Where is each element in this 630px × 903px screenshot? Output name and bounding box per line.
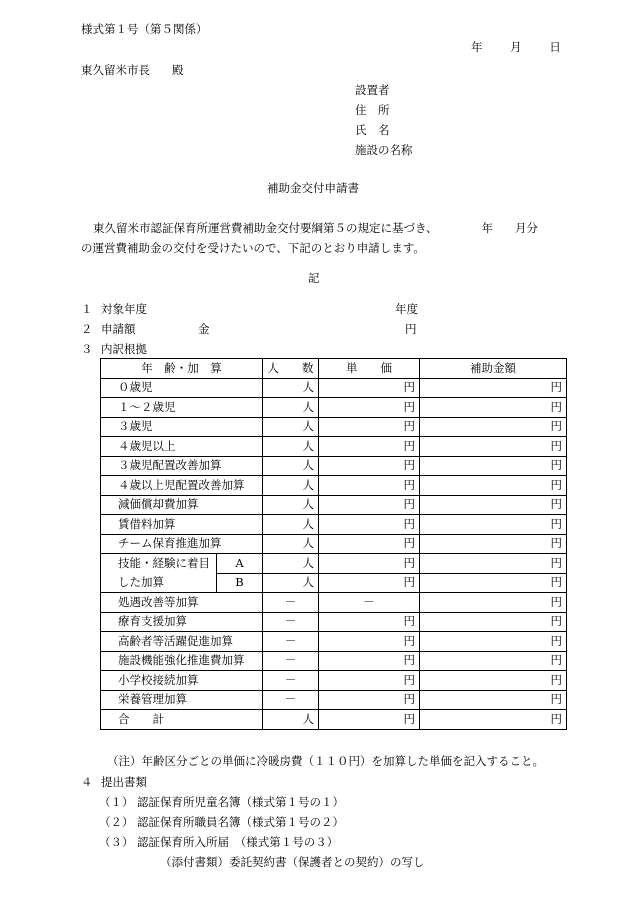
applicant-facility: 施設の名称 — [355, 143, 413, 157]
row-price[interactable]: 円 — [319, 612, 420, 632]
table-row — [101, 378, 567, 398]
item-4-number: ４ — [81, 775, 93, 789]
row-amount[interactable]: 円 — [420, 417, 567, 437]
row-label: ４歳児以上 — [101, 437, 263, 457]
table-row — [101, 515, 567, 535]
row-count[interactable]: 人 — [263, 378, 319, 398]
row-price[interactable]: 円 — [319, 573, 420, 593]
row-price[interactable]: 円 — [319, 495, 420, 515]
date-month: 月 — [510, 40, 522, 54]
row-price[interactable]: 円 — [319, 398, 420, 418]
row-price[interactable]: 円 — [319, 534, 420, 554]
table-row — [101, 632, 567, 652]
table-row — [101, 456, 567, 476]
header-unit-price: 単 価 — [319, 359, 420, 379]
row-count[interactable]: 人 — [263, 554, 319, 574]
row-price[interactable]: 円 — [319, 456, 420, 476]
row-amount[interactable]: 円 — [420, 534, 567, 554]
honorific: 殿 — [172, 63, 184, 77]
table-row-total — [101, 710, 567, 730]
item-1-label: 対象年度 — [101, 302, 147, 316]
row-label: 賃借料加算 — [101, 515, 263, 535]
item-1-unit: 年度 — [395, 302, 418, 316]
document-title: 補助金交付申請書 — [267, 181, 359, 195]
doc-1-text: 認証保育所児童名簿（様式第１号の１） — [137, 795, 344, 809]
body-line-1-year: 年 — [481, 221, 494, 235]
row-label: 減価償却費加算 — [101, 495, 263, 515]
row-price[interactable]: 円 — [319, 671, 420, 691]
body-line-2: の運営費補助金の交付を受けたいので、下記のとおり申請します。 — [81, 241, 425, 255]
doc-3-number: （３） — [99, 835, 134, 849]
total-amount[interactable]: 円 — [420, 710, 567, 730]
row-count[interactable]: 人 — [263, 515, 319, 535]
header-age-addition: 年 齢・加 算 — [101, 359, 263, 379]
row-count[interactable]: 人 — [263, 476, 319, 496]
row-count: － — [263, 612, 319, 632]
row-amount[interactable]: 円 — [420, 456, 567, 476]
item-1 — [81, 302, 147, 316]
ki-heading: 記 — [308, 271, 320, 285]
row-amount[interactable]: 円 — [420, 378, 567, 398]
date-field — [471, 42, 561, 54]
table-row — [101, 476, 567, 496]
skill-label-line-1: 技能・経験に着目 — [101, 554, 217, 574]
table-row — [101, 437, 567, 457]
total-price[interactable]: 円 — [319, 710, 420, 730]
submission-doc-1 — [99, 797, 344, 809]
table-row-skill-a — [101, 554, 567, 574]
row-label: 施設機能強化推進費加算 — [101, 651, 263, 671]
date-day: 日 — [549, 40, 561, 54]
row-label: １～２歳児 — [101, 398, 263, 418]
skill-sub-a: A — [217, 554, 263, 574]
row-count[interactable]: 人 — [263, 456, 319, 476]
row-label: チーム保育推進加算 — [101, 534, 263, 554]
row-price[interactable]: 円 — [319, 632, 420, 652]
row-price[interactable]: 円 — [319, 651, 420, 671]
table-row — [101, 690, 567, 710]
row-label: 小学校接続加算 — [101, 671, 263, 691]
table-row-skill-b — [101, 573, 567, 593]
row-price[interactable]: 円 — [319, 515, 420, 535]
header-count: 人 数 — [263, 359, 319, 379]
doc-3-text: 認証保育所入所届 （様式第１号の３） — [137, 835, 339, 849]
item-1-number: １ — [81, 302, 93, 316]
table-row — [101, 612, 567, 632]
row-label: 療育支援加算 — [101, 612, 263, 632]
item-4 — [81, 775, 147, 789]
table-row — [101, 651, 567, 671]
row-count[interactable]: 人 — [263, 534, 319, 554]
doc-1-number: （１） — [99, 795, 134, 809]
table-row — [101, 417, 567, 437]
applicant-name: 氏 名 — [355, 123, 390, 137]
row-amount[interactable]: 円 — [420, 573, 567, 593]
row-amount[interactable]: 円 — [420, 554, 567, 574]
row-label: ４歳以上児配置改善加算 — [101, 476, 263, 496]
item-2 — [81, 322, 136, 336]
body-line-1-text: 東久留米市認証保育所運営費補助金交付要綱第５の規定に基づき、 — [93, 221, 438, 235]
header-subsidy-amount: 補助金額 — [420, 359, 567, 379]
row-amount[interactable]: 円 — [420, 476, 567, 496]
row-count[interactable]: 人 — [263, 398, 319, 418]
table-row — [101, 398, 567, 418]
skill-sub-b: B — [217, 573, 263, 593]
row-price: － — [319, 593, 420, 613]
row-amount[interactable]: 円 — [420, 651, 567, 671]
table-row — [101, 495, 567, 515]
row-amount[interactable]: 円 — [420, 398, 567, 418]
attachment-note: （添付書類）委託契約書（保護者との契約）の写し — [160, 855, 425, 869]
item-3 — [81, 342, 147, 356]
applicant-installer: 設置者 — [355, 83, 390, 97]
body-line-1 — [93, 223, 538, 235]
row-label: 処遇改善等加算 — [101, 593, 263, 613]
item-2-unit: 円 — [405, 322, 417, 336]
doc-2-text: 認証保育所職員名簿（様式第１号の２） — [137, 815, 344, 829]
form-number: 様式第１号（第５関係） — [81, 22, 208, 36]
row-price[interactable]: 円 — [319, 417, 420, 437]
item-3-label: 内訳根拠 — [101, 342, 147, 356]
item-3-number: ３ — [81, 342, 93, 356]
row-price[interactable]: 円 — [319, 690, 420, 710]
total-label: 合 計 — [101, 710, 263, 730]
table-row — [101, 593, 567, 613]
table-row — [101, 671, 567, 691]
row-count: － — [263, 690, 319, 710]
row-label: ０歳児 — [101, 378, 263, 398]
submission-doc-2 — [99, 817, 344, 829]
row-count[interactable]: 人 — [263, 495, 319, 515]
row-amount[interactable]: 円 — [420, 690, 567, 710]
row-label: ３歳児 — [101, 417, 263, 437]
row-count[interactable]: 人 — [263, 573, 319, 593]
date-year: 年 — [471, 40, 483, 54]
row-count: － — [263, 593, 319, 613]
row-label: ３歳児配置改善加算 — [101, 456, 263, 476]
total-count[interactable]: 人 — [263, 710, 319, 730]
row-amount[interactable]: 円 — [420, 515, 567, 535]
addressee-name: 東久留米市長 — [81, 63, 150, 77]
row-amount[interactable]: 円 — [420, 612, 567, 632]
skill-label-line-2: した加算 — [101, 573, 217, 593]
addressee — [81, 65, 184, 77]
row-amount[interactable]: 円 — [420, 671, 567, 691]
row-amount[interactable]: 円 — [420, 437, 567, 457]
row-count[interactable]: 人 — [263, 437, 319, 457]
applicant-address: 住 所 — [355, 103, 390, 117]
table-row — [101, 534, 567, 554]
row-count: － — [263, 651, 319, 671]
breakdown-table — [100, 358, 567, 730]
submission-doc-3 — [99, 837, 338, 849]
row-price[interactable]: 円 — [319, 378, 420, 398]
row-count[interactable]: 人 — [263, 417, 319, 437]
item-4-label: 提出書類 — [101, 775, 147, 789]
row-price[interactable]: 円 — [319, 554, 420, 574]
item-2-number: ２ — [81, 322, 93, 336]
row-label: 栄養管理加算 — [101, 690, 263, 710]
row-price[interactable]: 円 — [319, 437, 420, 457]
row-count: － — [263, 632, 319, 652]
row-amount[interactable]: 円 — [420, 495, 567, 515]
body-line-1-month: 月分 — [515, 221, 539, 235]
row-count: － — [263, 671, 319, 691]
item-2-kin: 金 — [198, 322, 210, 336]
item-2-label: 申請額 — [101, 322, 136, 336]
table-note: （注）年齢区分ごとの単価に冷暖房費（１１０円）を加算した単価を記入すること。 — [107, 754, 544, 768]
table-header-row — [101, 359, 567, 379]
row-amount[interactable]: 円 — [420, 632, 567, 652]
row-label: 高齢者等活躍促進加算 — [101, 632, 263, 652]
doc-2-number: （２） — [99, 815, 134, 829]
row-price[interactable]: 円 — [319, 476, 420, 496]
row-amount[interactable]: 円 — [420, 593, 567, 613]
